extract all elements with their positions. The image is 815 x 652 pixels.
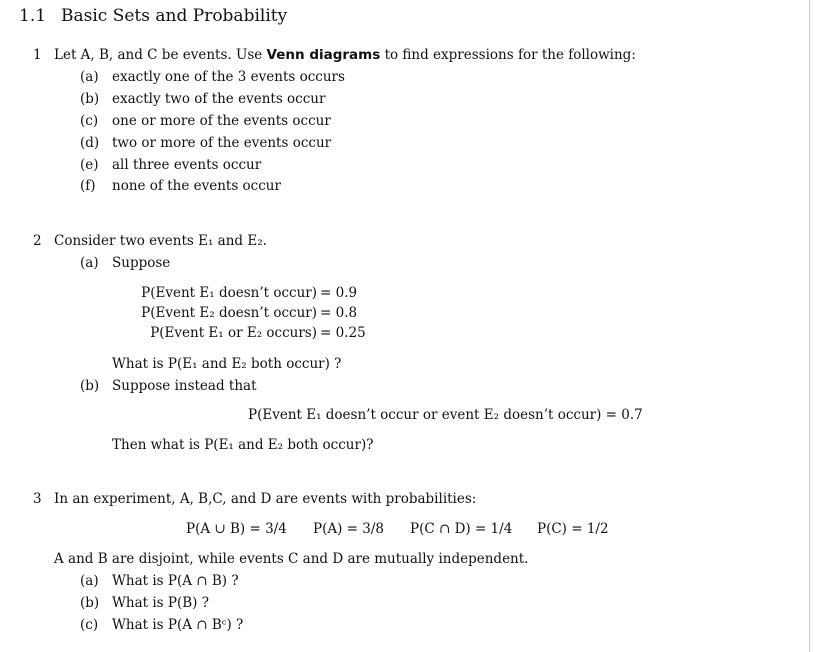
q2-part-b-equation: P(Event E₁ doesn’t occur or event E₂ doesn’t occur) = 0.7 bbox=[248, 407, 643, 423]
item-text: What is P(A ∩ B) ? bbox=[112, 573, 239, 589]
q2-eq-3-lhs: P(Event E₁ or E₂ occurs) bbox=[150, 325, 317, 341]
item-label: (b) bbox=[80, 378, 100, 394]
q2-part-b bbox=[80, 377, 257, 395]
item-text: exactly one of the 3 events occurs bbox=[112, 69, 345, 85]
q2-part-a-question: What is P(E₁ and E₂ both occur) ? bbox=[112, 356, 342, 372]
section-heading bbox=[19, 6, 287, 26]
item-label: (b) bbox=[80, 595, 100, 611]
q2-eq-1-lhs: P(Event E₁ doesn’t occur) bbox=[141, 285, 317, 301]
question-2-number: 2 bbox=[33, 233, 42, 249]
item-text: all three events occur bbox=[112, 157, 262, 173]
item-label: (a) bbox=[80, 573, 99, 589]
q3-prob-1: P(A ∪ B) = 3/4 bbox=[186, 521, 287, 537]
question-3-number: 3 bbox=[33, 491, 42, 507]
q2-eq-2-rhs: = 0.8 bbox=[320, 305, 358, 321]
item-label: (a) bbox=[80, 69, 99, 85]
q3-note: A and B are disjoint, while events C and D are mutually independent. bbox=[54, 551, 529, 567]
item-label: (b) bbox=[80, 91, 100, 107]
q1-item-c bbox=[80, 112, 331, 130]
item-label: (d) bbox=[80, 135, 100, 151]
question-2-intro: Consider two events E₁ and E₂. bbox=[54, 233, 267, 249]
item-label: (e) bbox=[80, 157, 99, 173]
item-text: one or more of the events occur bbox=[112, 113, 331, 129]
q3-prob-2: P(A) = 3/8 bbox=[313, 521, 384, 537]
question-1-number: 1 bbox=[33, 47, 42, 63]
q3-item-a bbox=[80, 572, 239, 590]
q1-item-b bbox=[80, 90, 325, 108]
q2-eq-3-rhs: = 0.25 bbox=[320, 325, 366, 341]
q1-intro-post: to find expressions for the following: bbox=[380, 47, 636, 63]
item-text: exactly two of the events occur bbox=[112, 91, 326, 107]
q1-item-d bbox=[80, 134, 331, 152]
item-label: (a) bbox=[80, 255, 99, 271]
item-label: (c) bbox=[80, 617, 99, 633]
item-text: two or more of the events occur bbox=[112, 135, 332, 151]
item-text: What is P(A ∩ Bᶜ) ? bbox=[112, 617, 244, 633]
q2-eq-1-rhs: = 0.9 bbox=[320, 285, 358, 301]
question-3-intro: In an experiment, A, B,C, and D are events with probabilities: bbox=[54, 491, 477, 507]
q2-eq-2-lhs: P(Event E₂ doesn’t occur) bbox=[141, 305, 317, 321]
q2-part-b-question: Then what is P(E₁ and E₂ both occur)? bbox=[112, 437, 374, 453]
page-edge-divider bbox=[809, 0, 810, 652]
item-label: (c) bbox=[80, 113, 99, 129]
item-text: What is P(B) ? bbox=[112, 595, 209, 611]
q2-part-a bbox=[80, 254, 170, 272]
q3-prob-4: P(C) = 1/2 bbox=[537, 521, 609, 537]
item-text: Suppose bbox=[112, 255, 171, 271]
q3-prob-3: P(C ∩ D) = 1/4 bbox=[410, 521, 513, 537]
q1-item-a bbox=[80, 68, 345, 86]
q1-intro-pre: Let A, B, and C be events. Use bbox=[54, 47, 267, 63]
q1-item-f bbox=[80, 177, 281, 195]
section-number: 1.1 bbox=[19, 6, 47, 26]
item-label: (f) bbox=[80, 178, 96, 194]
q1-intro-bold: Venn diagrams bbox=[266, 47, 381, 63]
q3-item-b bbox=[80, 594, 209, 612]
q3-item-c bbox=[80, 616, 243, 634]
item-text: Suppose instead that bbox=[112, 378, 257, 394]
item-text: none of the events occur bbox=[112, 178, 281, 194]
q1-item-e bbox=[80, 156, 261, 174]
question-1-intro bbox=[54, 46, 636, 64]
section-title: Basic Sets and Probability bbox=[61, 6, 288, 26]
